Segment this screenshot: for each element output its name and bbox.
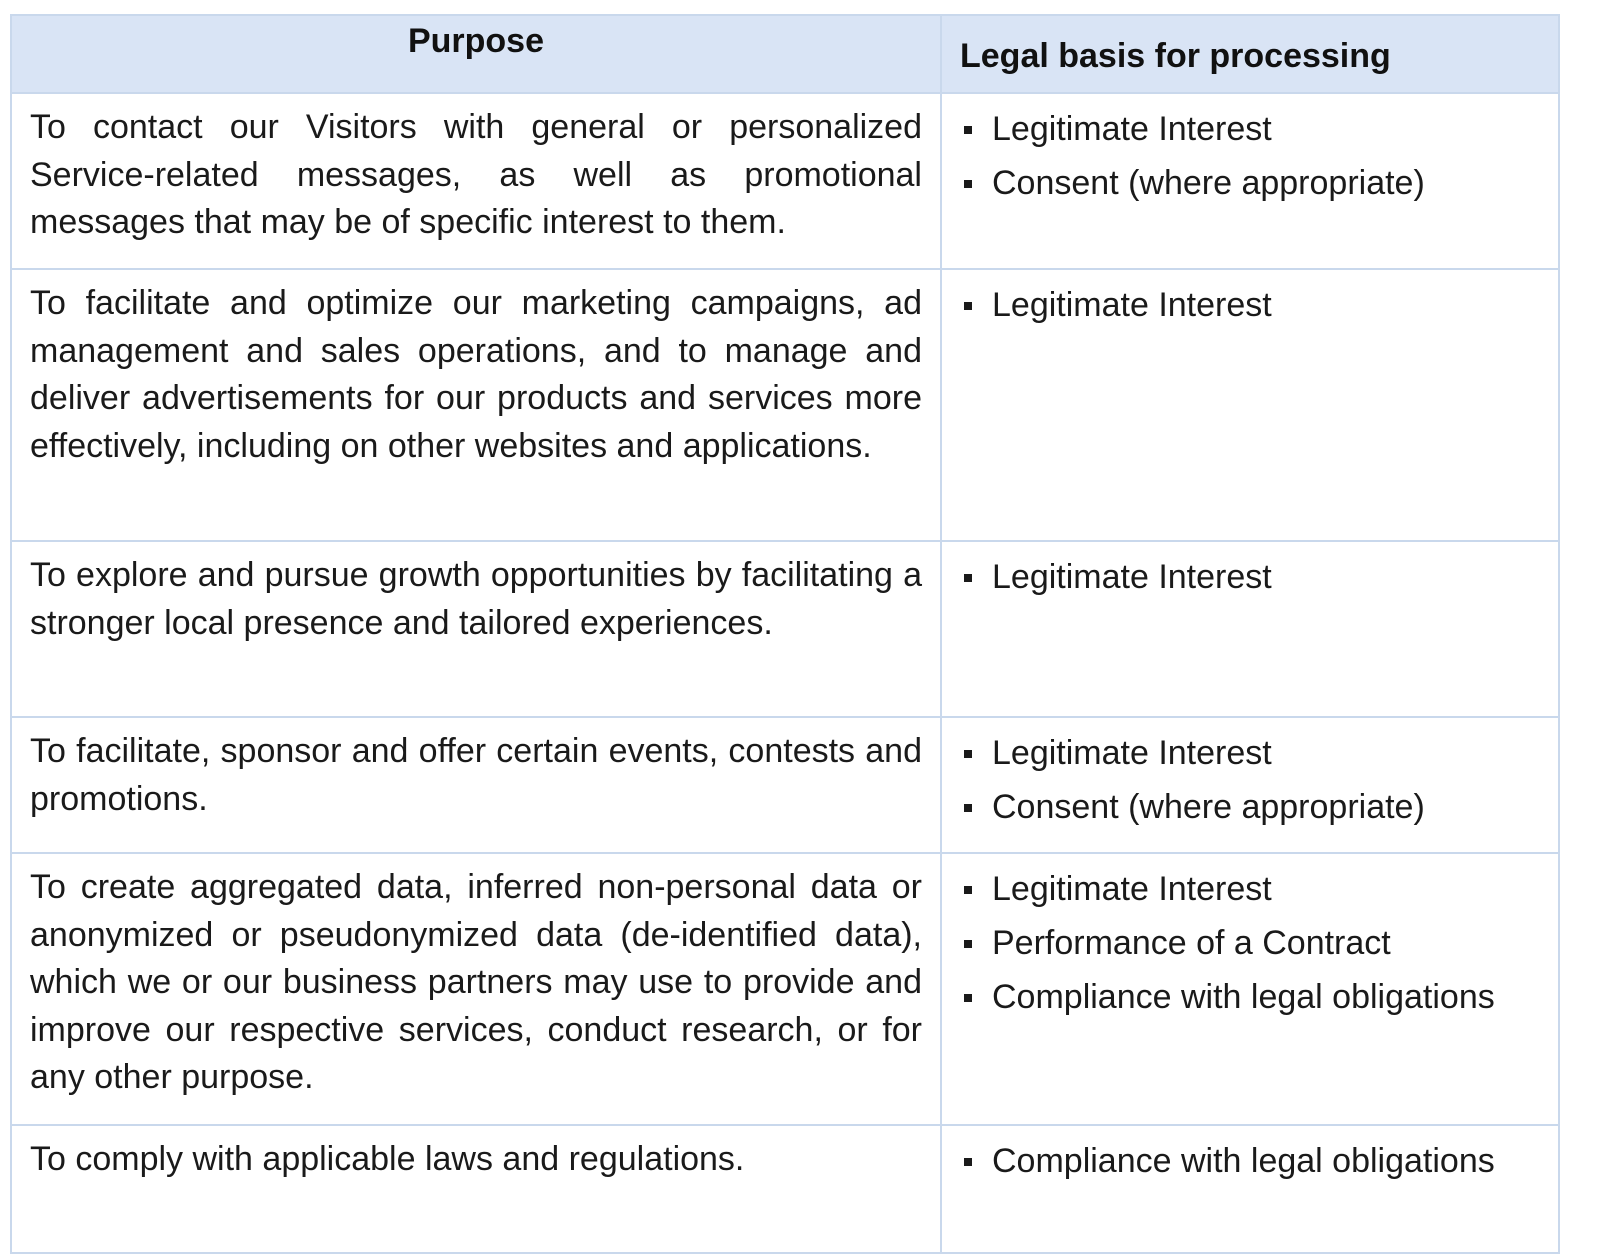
legal-basis-cell bbox=[941, 853, 1559, 1125]
square-bullet-icon bbox=[964, 750, 972, 758]
legal-basis-list bbox=[960, 862, 1548, 1024]
square-bullet-icon bbox=[964, 1158, 972, 1166]
legal-basis-item bbox=[960, 916, 1548, 970]
legal-basis-item bbox=[960, 278, 1548, 332]
legal-basis-table bbox=[10, 14, 1560, 1254]
table-row bbox=[11, 93, 1559, 269]
purpose-header-label: Purpose bbox=[407, 22, 545, 60]
legal-basis-label: Legitimate Interest bbox=[992, 110, 1272, 148]
legal-basis-item bbox=[960, 862, 1548, 916]
legal-basis-cell bbox=[941, 541, 1559, 717]
square-bullet-icon bbox=[964, 180, 972, 188]
square-bullet-icon bbox=[964, 940, 972, 948]
legal-basis-label: Consent (where appropriate) bbox=[992, 164, 1425, 202]
legal-basis-label: Legitimate Interest bbox=[992, 558, 1272, 596]
legal-basis-label: Performance of a Contract bbox=[992, 924, 1391, 962]
legal-basis-item bbox=[960, 550, 1548, 604]
legal-basis-item bbox=[960, 102, 1548, 156]
table-row bbox=[11, 1125, 1559, 1253]
legal-basis-label: Compliance with legal obligations bbox=[992, 1142, 1495, 1180]
purpose-cell: To create aggregated data, inferred non-personal data or anonymized or pseudonymized data (de-identified data), which we or our business partners may use to provide and improve our respective services, conduct research, or for any other purpose. bbox=[11, 853, 941, 1125]
table-row bbox=[11, 541, 1559, 717]
square-bullet-icon bbox=[964, 804, 972, 812]
table-header-row bbox=[11, 15, 1559, 93]
legal-basis-label: Compliance with legal obligations bbox=[992, 978, 1495, 1016]
legal-basis-cell bbox=[941, 269, 1559, 541]
legal-basis-item bbox=[960, 1134, 1548, 1188]
table-row bbox=[11, 717, 1559, 853]
legal-basis-cell bbox=[941, 717, 1559, 853]
purpose-cell: To facilitate, sponsor and offer certain events, contests and promotions. bbox=[11, 717, 941, 853]
square-bullet-icon bbox=[964, 886, 972, 894]
legal-basis-label: Legitimate Interest bbox=[992, 286, 1272, 324]
purpose-column-header bbox=[11, 15, 941, 93]
square-bullet-icon bbox=[964, 126, 972, 134]
legal-basis-item bbox=[960, 780, 1548, 834]
table-row bbox=[11, 853, 1559, 1125]
legal-basis-list bbox=[960, 550, 1548, 604]
legal-basis-list bbox=[960, 1134, 1548, 1188]
square-bullet-icon bbox=[964, 302, 972, 310]
legal-basis-item bbox=[960, 156, 1548, 210]
purpose-cell: To contact our Visitors with general or personalized Service-related messages, as well as promotional messages that may be of specific interest to them. bbox=[11, 93, 941, 269]
legal-basis-list bbox=[960, 102, 1548, 210]
legal-basis-label: Legitimate Interest bbox=[992, 734, 1272, 772]
legal-basis-column-header bbox=[941, 15, 1559, 93]
purpose-cell: To facilitate and optimize our marketing campaigns, ad management and sales operations, and to manage and deliver advertisements for our products and services more effectively, including on other websites and applications. bbox=[11, 269, 941, 541]
legal-basis-label: Consent (where appropriate) bbox=[992, 788, 1425, 826]
legal-basis-label: Legitimate Interest bbox=[992, 870, 1272, 908]
square-bullet-icon bbox=[964, 994, 972, 1002]
legal-basis-item bbox=[960, 726, 1548, 780]
legal-basis-header-label: Legal basis for processing bbox=[960, 36, 1391, 75]
legal-basis-list bbox=[960, 278, 1548, 332]
square-bullet-icon bbox=[964, 574, 972, 582]
legal-basis-cell bbox=[941, 1125, 1559, 1253]
table-row bbox=[11, 269, 1559, 541]
purpose-cell: To comply with applicable laws and regulations. bbox=[11, 1125, 941, 1253]
purpose-cell: To explore and pursue growth opportunities by facilitating a stronger local presence and tailored experiences. bbox=[11, 541, 941, 717]
legal-basis-cell bbox=[941, 93, 1559, 269]
legal-basis-item bbox=[960, 970, 1548, 1024]
legal-basis-list bbox=[960, 726, 1548, 834]
